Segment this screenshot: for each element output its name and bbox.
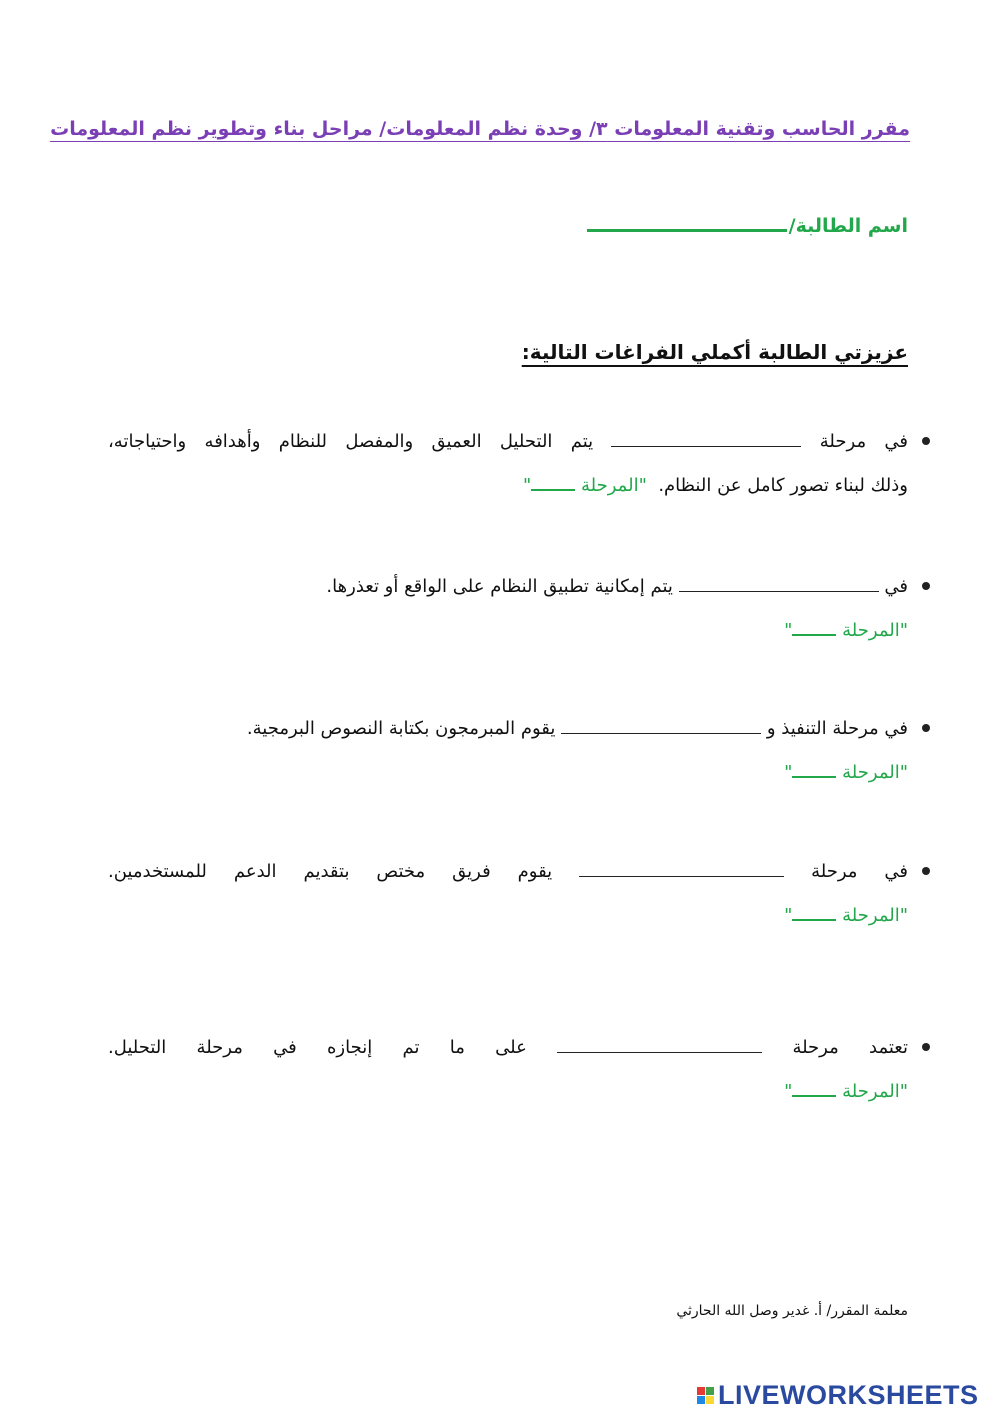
page-title: مقرر الحاسب وتقنية المعلومات ٣/ وحدة نظم المعلومات/ مراحل بناء وتطوير نظم المعلومات [50, 118, 910, 140]
stage-hint [108, 751, 908, 795]
answer-blank[interactable] [561, 715, 761, 734]
stage-hint-label: "المرحلة [581, 475, 647, 496]
question-line [108, 464, 908, 508]
liveworksheets-brand[interactable] [697, 1378, 979, 1412]
question-item [108, 707, 908, 795]
teacher-credit: معلمة المقرر/ أ. غدير وصل الله الحارثي [676, 1303, 908, 1319]
question-text: وذلك لبناء تصور كامل عن النظام. [658, 475, 908, 496]
student-name-label: اسم الطالبة/ [788, 215, 908, 237]
bullet-icon [922, 1043, 930, 1051]
stage-hint [108, 609, 908, 653]
stage-hint [523, 475, 647, 496]
stage-hint [108, 1070, 908, 1114]
question-text: تعتمد مرحلة [792, 1037, 908, 1058]
liveworksheets-wordmark: LIVEWORKSHEETS [718, 1379, 979, 1410]
question-text: على ما تم إنجازه في مرحلة التحليل. [108, 1037, 527, 1058]
stage-hint-quote: " [784, 620, 793, 641]
question-text: يتم إمكانية تطبيق النظام على الواقع أو تعذرها. [326, 576, 673, 597]
question-line [108, 565, 908, 609]
question-line [108, 850, 908, 894]
stage-answer-blank[interactable] [792, 919, 836, 921]
question-text: في مرحلة [819, 431, 908, 452]
stage-hint-quote: " [784, 762, 793, 783]
stage-answer-blank[interactable] [792, 634, 836, 636]
stage-hint-label: "المرحلة [842, 1081, 908, 1102]
stage-answer-blank[interactable] [792, 776, 836, 778]
stage-hint-quote: " [784, 1081, 793, 1102]
student-name-row [587, 215, 908, 237]
student-name-field[interactable] [587, 229, 787, 232]
stage-hint-quote: " [784, 905, 793, 926]
liveworksheets-logo-icon [697, 1387, 714, 1404]
question-item [108, 420, 908, 508]
stage-answer-blank[interactable] [792, 1095, 836, 1097]
question-text: يتم التحليل العميق والمفصل للنظام وأهدافه واحتياجاته، [108, 431, 594, 452]
question-text: يقوم المبرمجون بكتابة النصوص البرمجية. [246, 718, 556, 739]
answer-blank[interactable] [679, 573, 879, 592]
question-line [108, 420, 908, 464]
bullet-icon [922, 867, 930, 875]
bullet-icon [922, 582, 930, 590]
answer-blank[interactable] [557, 1034, 762, 1053]
answer-blank[interactable] [611, 428, 801, 447]
stage-hint-label: "المرحلة [842, 905, 908, 926]
question-item [108, 565, 908, 653]
stage-hint [108, 894, 908, 938]
stage-hint-label: "المرحلة [842, 620, 908, 641]
instruction-text: عزيزتي الطالبة أكملي الفراغات التالية: [521, 340, 908, 364]
question-text: يقوم فريق مختص بتقديم الدعم للمستخدمين. [108, 861, 553, 882]
question-line [108, 707, 908, 751]
question-text: في مرحلة التنفيذ و [766, 718, 908, 739]
stage-hint-label: "المرحلة [842, 762, 908, 783]
bullet-icon [922, 724, 930, 732]
question-line [108, 1026, 908, 1070]
bullet-icon [922, 437, 930, 445]
stage-answer-blank[interactable] [531, 489, 575, 491]
question-item [108, 850, 908, 938]
question-text: في [884, 576, 908, 597]
stage-hint-quote: " [523, 475, 532, 496]
answer-blank[interactable] [579, 858, 784, 877]
question-text: في مرحلة [811, 861, 908, 882]
question-item [108, 1026, 908, 1114]
